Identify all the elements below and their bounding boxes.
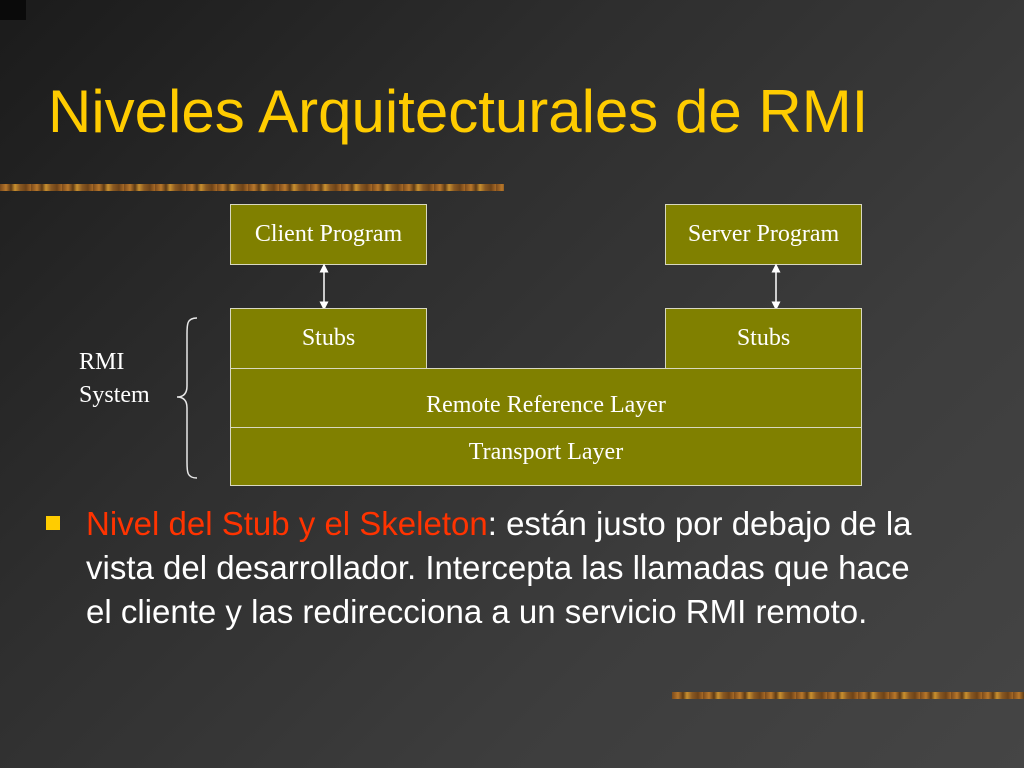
stubs-left-box [230,308,427,369]
bullet-description: : están justo por debajo de la vista del desarrollador. Intercepta las llamadas que hace el cliente y las redirecciona a un servicio RMI remoto. [86,505,912,630]
server-program-label: Server Program [687,221,840,247]
slide-title: Niveles Arquitecturales de RMI [48,78,869,145]
stubs-right-label: Stubs [736,325,791,351]
rmi-system-brace [177,318,197,478]
stubs-right-box [665,308,862,369]
bullet-text [86,502,926,634]
footer-divider [672,692,1024,699]
stubs-left-label: Stubs [301,325,356,351]
remote-reference-layer-box [230,368,862,428]
client-program-label: Client Program [254,221,403,247]
rmi-system-label-line1: RMI [79,349,125,375]
bullet-term: Nivel del Stub y el Skeleton [86,505,488,542]
transport-layer-box [230,427,862,486]
rmi-system-label [79,346,150,412]
bullet-square-icon [46,516,60,530]
rmi-system-label-line2: System [79,382,150,408]
remote-reference-layer-label: Remote Reference Layer [426,391,666,418]
transport-layer-label: Transport Layer [468,439,624,465]
